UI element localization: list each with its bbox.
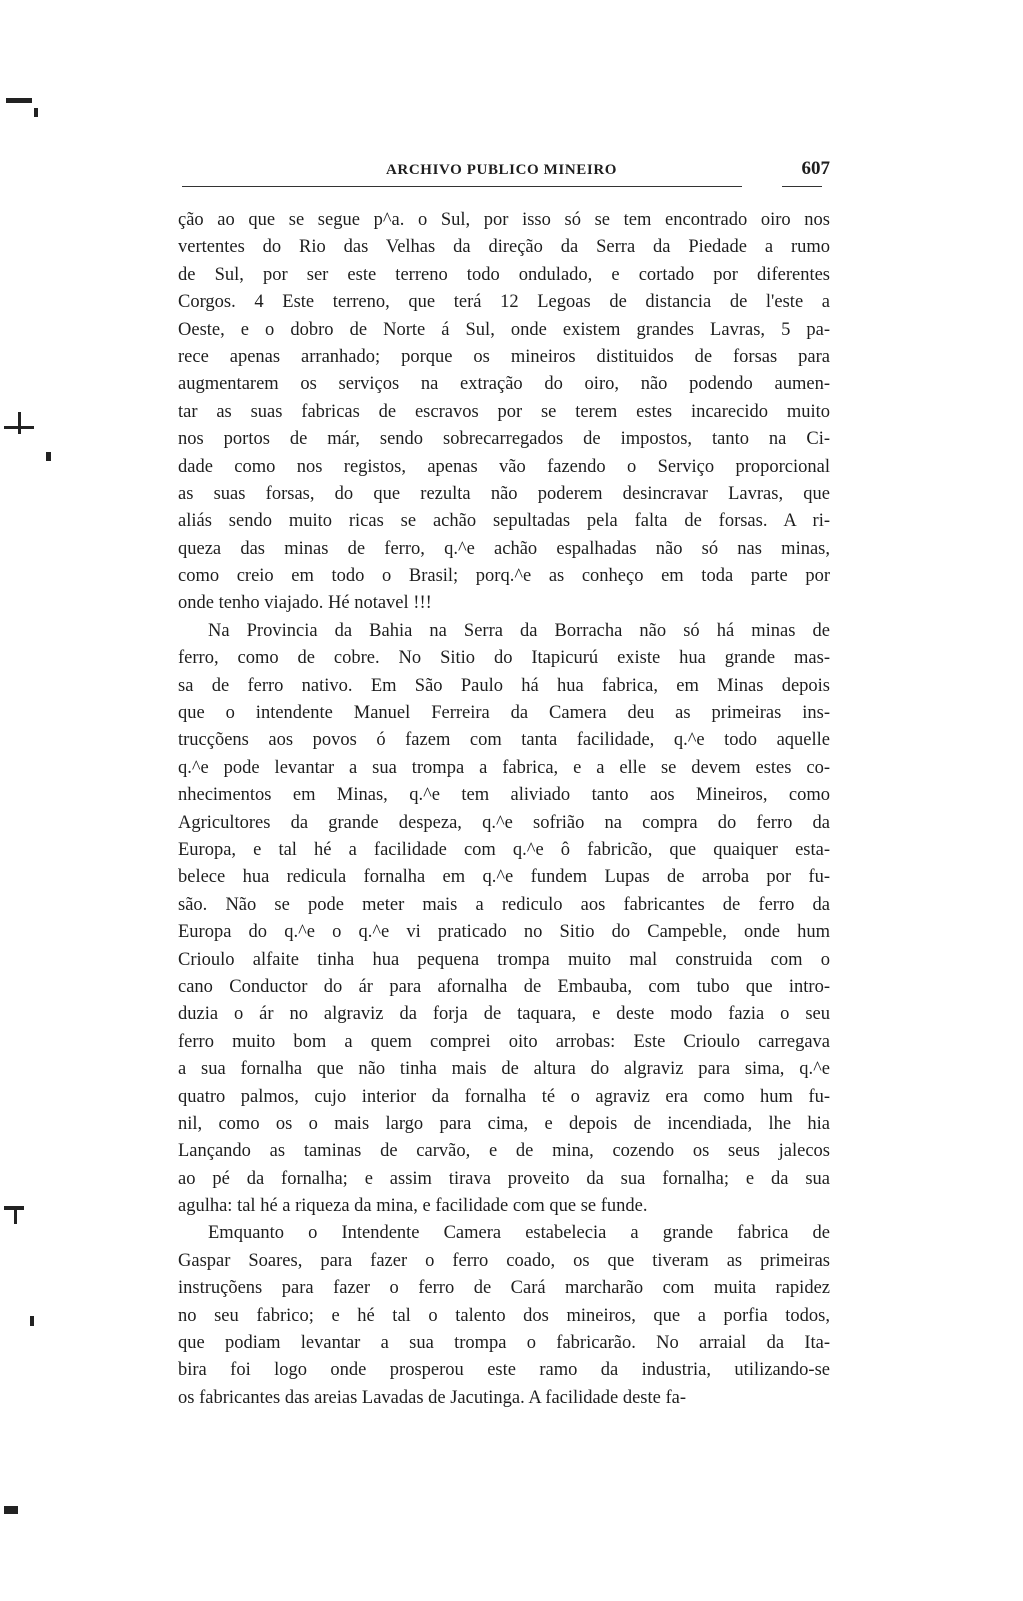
text-line: augmentarem os serviços na extração do oiro, não podendo aumen- — [178, 374, 830, 395]
text-line: ferro muito bom a quem comprei oito arrobas: Este Crioulo carregava — [178, 1031, 830, 1052]
text-line: ao pé da fornalha; e assim tirava proveito da sua fornalha; e da sua — [178, 1168, 830, 1189]
text-line: cano Conductor do ár para afornalha de Embauba, com tubo que intro- — [178, 976, 830, 997]
text-line: Lançando as taminas de carvão, e de mina, cozendo os seus jalecos — [178, 1141, 830, 1162]
text-line: instruçõens para fazer o ferro de Cará marcharão com muita rapidez — [178, 1278, 830, 1299]
text-line: os fabricantes das areias Lavadas de Jacutinga. A facilidade deste fa- — [178, 1387, 687, 1408]
text-line: nos portos de már, sendo sobrecarregados de impostos, tanto na Ci- — [178, 429, 830, 450]
text-line: Na Provincia da Bahia na Serra da Borracha não só há minas de — [208, 620, 830, 641]
page-number: 607 — [801, 158, 830, 179]
text-line: como creio em todo o Brasil; porq.^e as conheço em toda parte por — [178, 566, 830, 587]
text-line: rece apenas arranhado; porque os mineiros distituidos de forsas para — [178, 346, 830, 367]
text-line: sa de ferro nativo. Em São Paulo há hua fabrica, em Minas depois — [178, 675, 830, 696]
text-line: aliás sendo muito ricas se achão sepultadas pela falta de forsas. A ri- — [178, 511, 830, 532]
scan-speck — [46, 452, 51, 461]
text-line: Oeste, e o dobro de Norte á Sul, onde existem grandes Lavras, 5 pa- — [178, 319, 830, 340]
text-line: agulha: tal hé a riqueza da mina, e facilidade com que se funde. — [178, 1196, 648, 1217]
text-line: nil, como os o mais largo para cima, e depois de incendiada, lhe hia — [178, 1113, 830, 1134]
header-rule — [182, 186, 742, 187]
text-line: as suas forsas, do que rezulta não poderem desincravar Lavras, que — [178, 483, 830, 504]
text-line: nhecimentos em Minas, q.^e tem aliviado tanto aos Mineiros, como — [178, 785, 830, 806]
text-line: no seu fabrico; e hé tal o talento dos mineiros, que a porfia todos, — [178, 1305, 830, 1326]
text-line: onde tenho viajado. Hé notavel !!! — [178, 593, 432, 614]
text-line: ção ao que se segue p^a. o Sul, por isso só se tem encontrado oiro nos — [178, 210, 830, 230]
text-line: dade como nos registos, apenas vão fazendo o Serviço proporcional — [178, 456, 830, 477]
text-line: vertentes do Rio das Velhas da direção da Serra da Piedade a rumo — [178, 237, 830, 258]
text-line: quatro palmos, cujo interior da fornalha té o agraviz era como hum fu- — [178, 1086, 830, 1107]
text-line: Gaspar Soares, para fazer o ferro coado, os que tiveram as primeiras — [178, 1250, 830, 1271]
scan-speck — [4, 1506, 18, 1514]
text-line: que podiam levantar a sua trompa o fabricarão. No arraial da Ita- — [178, 1333, 830, 1354]
scan-speck — [6, 98, 32, 103]
page-header — [182, 158, 830, 192]
text-line: queza das minas de ferro, q.^e achão espalhadas não só nas minas, — [178, 538, 830, 559]
text-line: bira foi logo onde prosperou este ramo da industria, utilizando-se — [178, 1360, 830, 1381]
text-line: duzia o ár no algraviz da forja de taquara, e deste modo fazia o seu — [178, 1004, 830, 1025]
text-line: de Sul, por ser este terreno todo ondulado, e cortado por diferentes — [178, 264, 830, 285]
text-line: q.^e pode levantar a sua trompa a fabrica, e a elle se devem estes co- — [178, 757, 830, 778]
text-line: são. Não se pode meter mais a rediculo aos fabricantes de ferro da — [178, 894, 830, 915]
text-line: ferro, como de cobre. No Sitio do Itapicurú existe hua grande mas- — [178, 648, 830, 669]
running-title: ARCHIVO PUBLICO MINEIRO — [386, 162, 618, 178]
text-line: trucçõens aos povos ó fazem com tanta facilidade, q.^e todo aquelle — [178, 730, 830, 751]
text-line: Emquanto o Intendente Camera estabelecia a grande fabrica de — [208, 1223, 830, 1244]
text-line: que o intendente Manuel Ferreira da Camera deu as primeiras ins- — [178, 703, 830, 724]
text-line: Europa, e tal hé a facilidade com q.^e ô fabricão, que quaiquer esta- — [178, 839, 830, 860]
header-rule-tail — [782, 186, 822, 187]
text-line: Crioulo alfaite tinha hua pequena trompa muito mal construida com o — [178, 949, 830, 970]
text-line: belece hua redicula fornalha em q.^e fundem Lupas de arroba por fu- — [178, 867, 830, 888]
scan-speck — [30, 1316, 34, 1326]
text-line: tar as suas fabricas de escravos por se terem estes incarecido muito — [178, 401, 830, 422]
text-line: Europa do q.^e o q.^e vi praticado no Sitio do Campeble, onde hum — [178, 922, 830, 943]
scan-speck — [14, 1206, 17, 1224]
scan-speck — [34, 108, 38, 117]
scan-speck — [18, 412, 21, 434]
text-line: a sua fornalha que não tinha mais de altura do algraviz para sima, q.^e — [178, 1059, 830, 1080]
body-text — [178, 207, 830, 1412]
text-line: Agricultores da grande despeza, q.^e sofrião na compra do ferro da — [178, 812, 830, 833]
text-line: Corgos. 4 Este terreno, que terá 12 Legoas de distancia de l'este a — [178, 292, 830, 313]
